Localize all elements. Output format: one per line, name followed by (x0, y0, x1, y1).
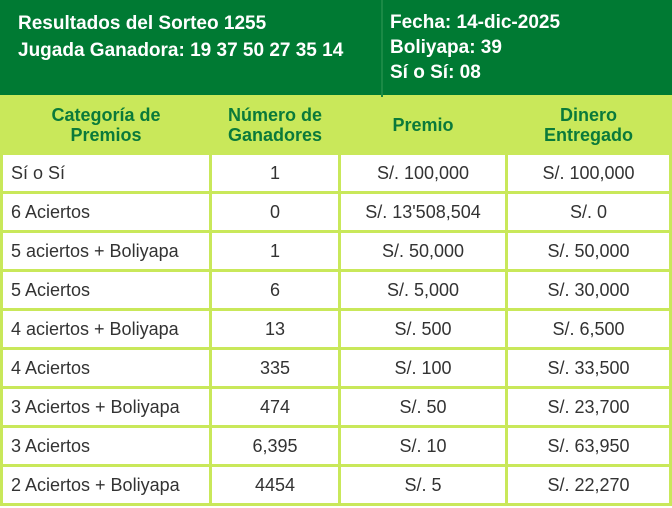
column-header-category (0, 97, 212, 155)
si-o-si-number: Sí o Sí: 08 (390, 62, 481, 83)
winners-cell: 4454 (212, 467, 341, 506)
column-header-category-line2: Premios (70, 124, 142, 145)
category-cell: 4 aciertos + Boliyapa (0, 311, 212, 350)
table-row (0, 155, 672, 194)
prize-table-header-row (0, 97, 672, 155)
category-cell: 5 Aciertos (0, 272, 212, 311)
column-header-paid (508, 97, 672, 155)
prize-cell: S/. 5,000 (341, 272, 508, 311)
column-header-paid-line2: Entregado (543, 124, 633, 145)
column-header-prize (341, 97, 508, 155)
category-cell: 3 Aciertos + Boliyapa (0, 389, 212, 428)
prize-cell: S/. 10 (341, 428, 508, 467)
winners-cell: 335 (212, 350, 341, 389)
category-cell: Sí o Sí (0, 155, 212, 194)
paid-cell: S/. 33,500 (508, 350, 672, 389)
category-cell: 5 aciertos + Boliyapa (0, 233, 212, 272)
prize-cell: S/. 13'508,504 (341, 194, 508, 233)
boliyapa-number: Boliyapa: 39 (390, 37, 502, 58)
paid-cell: S/. 30,000 (508, 272, 672, 311)
paid-cell: S/. 50,000 (508, 233, 672, 272)
draw-date: Fecha: 14-dic-2025 (390, 12, 561, 33)
winners-cell: 13 (212, 311, 341, 350)
paid-cell: S/. 22,270 (508, 467, 672, 506)
table-row (0, 233, 672, 272)
prize-table (0, 97, 672, 506)
draw-summary-right (390, 10, 560, 85)
category-cell: 2 Aciertos + Boliyapa (0, 467, 212, 506)
prize-cell: S/. 50,000 (341, 233, 508, 272)
winning-numbers: Jugada Ganadora: 19 37 50 27 35 14 (18, 40, 344, 61)
prize-cell: S/. 100 (341, 350, 508, 389)
category-cell: 3 Aciertos (0, 428, 212, 467)
prize-cell: S/. 100,000 (341, 155, 508, 194)
table-row (0, 389, 672, 428)
paid-cell: S/. 23,700 (508, 389, 672, 428)
column-header-winners-line2: Ganadores (227, 124, 323, 145)
winners-cell: 1 (212, 233, 341, 272)
draw-title: Resultados del Sorteo 1255 (18, 13, 267, 34)
winners-cell: 0 (212, 194, 341, 233)
header-divider (381, 0, 383, 97)
category-cell: 6 Aciertos (0, 194, 212, 233)
table-row (0, 272, 672, 311)
column-header-paid-line1: Dinero (559, 104, 617, 125)
prize-cell: S/. 5 (341, 467, 508, 506)
paid-cell: S/. 0 (508, 194, 672, 233)
table-row (0, 467, 672, 506)
prize-cell: S/. 500 (341, 311, 508, 350)
column-header-winners (212, 97, 341, 155)
table-row (0, 194, 672, 233)
column-header-prize-line1: Premio (392, 114, 454, 135)
draw-summary-header (0, 0, 672, 97)
category-cell: 4 Aciertos (0, 350, 212, 389)
winners-cell: 1 (212, 155, 341, 194)
table-row (0, 311, 672, 350)
winners-cell: 6 (212, 272, 341, 311)
paid-cell: S/. 6,500 (508, 311, 672, 350)
table-row (0, 350, 672, 389)
column-header-winners-line1: Número de (227, 104, 323, 125)
table-row (0, 428, 672, 467)
paid-cell: S/. 63,950 (508, 428, 672, 467)
winners-cell: 474 (212, 389, 341, 428)
prize-cell: S/. 50 (341, 389, 508, 428)
winners-cell: 6,395 (212, 428, 341, 467)
draw-summary-left (18, 10, 343, 64)
paid-cell: S/. 100,000 (508, 155, 672, 194)
column-header-category-line1: Categoría de (51, 104, 161, 125)
